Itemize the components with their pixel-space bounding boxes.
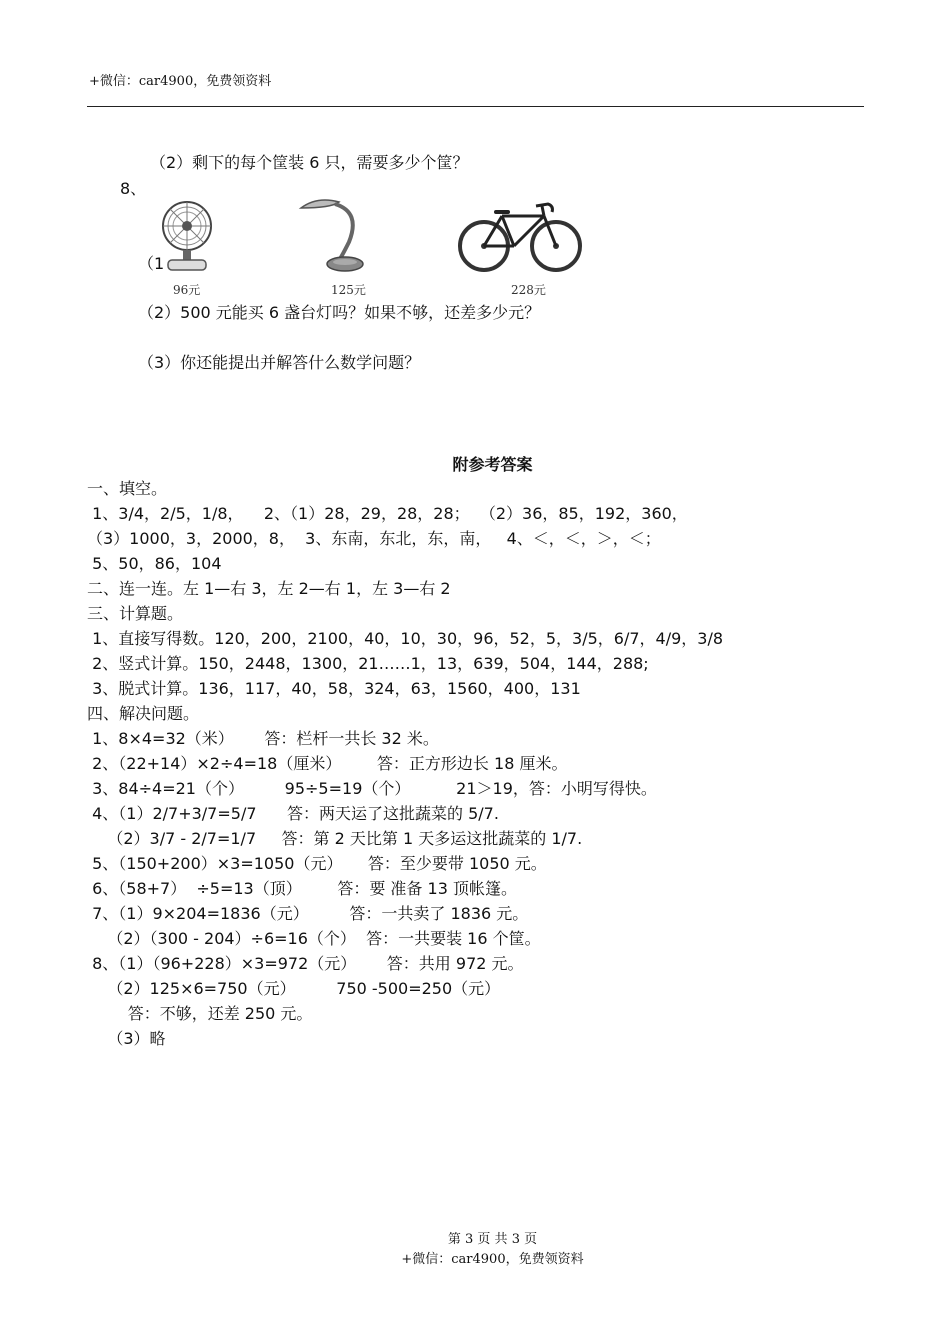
answer-line: 一、填空。: [87, 479, 168, 498]
answer-line: 3、脱式计算。136，117，40，58，324，63，1560，400，131: [87, 679, 581, 698]
question-8-1-partial: （1: [138, 254, 165, 273]
bicycle-price: 228元: [511, 283, 546, 297]
page-footer: +微信：car4900，免费领资料: [401, 1252, 584, 1267]
answer-line: （2）125×6=750（元） 750 -500=250（元）: [87, 979, 501, 998]
answer-line: 4、（1）2/7+3/7=5/7 答：两天运了这批蔬菜的 5/7.: [87, 804, 499, 823]
lamp-price: 125元: [331, 283, 366, 297]
answer-line: 二、连一连。左 1—右 3，左 2—右 1，左 3—右 2: [87, 579, 451, 598]
answer-line: 5、（150+200）×3=1050（元） 答：至少要带 1050 元。: [87, 854, 547, 873]
fan-icon: [160, 196, 214, 274]
page-header: +微信：car4900，免费领资料: [89, 74, 272, 89]
answer-line: （2）3/7 - 2/7=1/7 答：第 2 天比第 1 天多运这批蔬菜的 1/7.: [87, 829, 583, 848]
answer-line: （3）略: [87, 1029, 166, 1048]
answer-line: 6、（58+7） ÷5=13（顶） 答：要 准备 13 顶帐篷。: [87, 879, 517, 898]
question-8-label: 8、: [120, 179, 147, 198]
answer-line: 1、8×4=32（米） 答：栏杆一共长 32 米。: [87, 729, 439, 748]
fan-price: 96元: [173, 283, 201, 297]
answer-line: 1、直接写得数。120，200，2100，40，10，30，96，52，5，3/5，6/7，4/9，3/8: [87, 629, 724, 648]
bicycle-icon: [456, 196, 584, 276]
answer-line: 8、（1）（96+228）×3=972（元） 答：共用 972 元。: [87, 954, 524, 973]
answers-title: 附参考答案: [452, 455, 533, 474]
header-divider: [87, 106, 864, 107]
page-number: 第 3 页 共 3 页: [447, 1232, 538, 1247]
answer-line: 1、3/4，2/5，1/8， 2、（1）28，29，28，28； （2）36，85，192，360，: [87, 504, 688, 523]
desk-lamp-icon: [297, 196, 375, 276]
answer-line: 2、竖式计算。150，2448，1300，21……1，13，639，504，144，288;: [87, 654, 649, 673]
answer-line: 三、计算题。: [87, 604, 184, 623]
question-8-3: （3）你还能提出并解答什么数学问题？: [138, 353, 421, 372]
question-7-2: （2）剩下的每个筐装 6 只，需要多少个筐？: [150, 153, 469, 172]
answer-line: 2、（22+14）×2÷4=18（厘米） 答：正方形边长 18 厘米。: [87, 754, 568, 773]
answer-line: 3、84÷4=21（个） 95÷5=19（个） 21＞19，答：小明写得快。: [87, 779, 657, 798]
answer-line: 5、50，86，104: [87, 554, 222, 573]
answer-line: 7、（1）9×204=1836（元） 答：一共卖了 1836 元。: [87, 904, 529, 923]
answer-line: （3）1000，3，2000，8， 3、东南，东北，东，南， 4、＜，＜，＞，＜；: [87, 529, 661, 548]
answer-line: （2）（300 - 204）÷6=16（个） 答：一共要装 16 个筐。: [87, 929, 541, 948]
answer-line: 答：不够，还差 250 元。: [87, 1004, 313, 1023]
question-8-2: （2）500 元能买 6 盏台灯吗？如果不够，还差多少元？: [138, 303, 541, 322]
answer-line: 四、解决问题。: [87, 704, 200, 723]
